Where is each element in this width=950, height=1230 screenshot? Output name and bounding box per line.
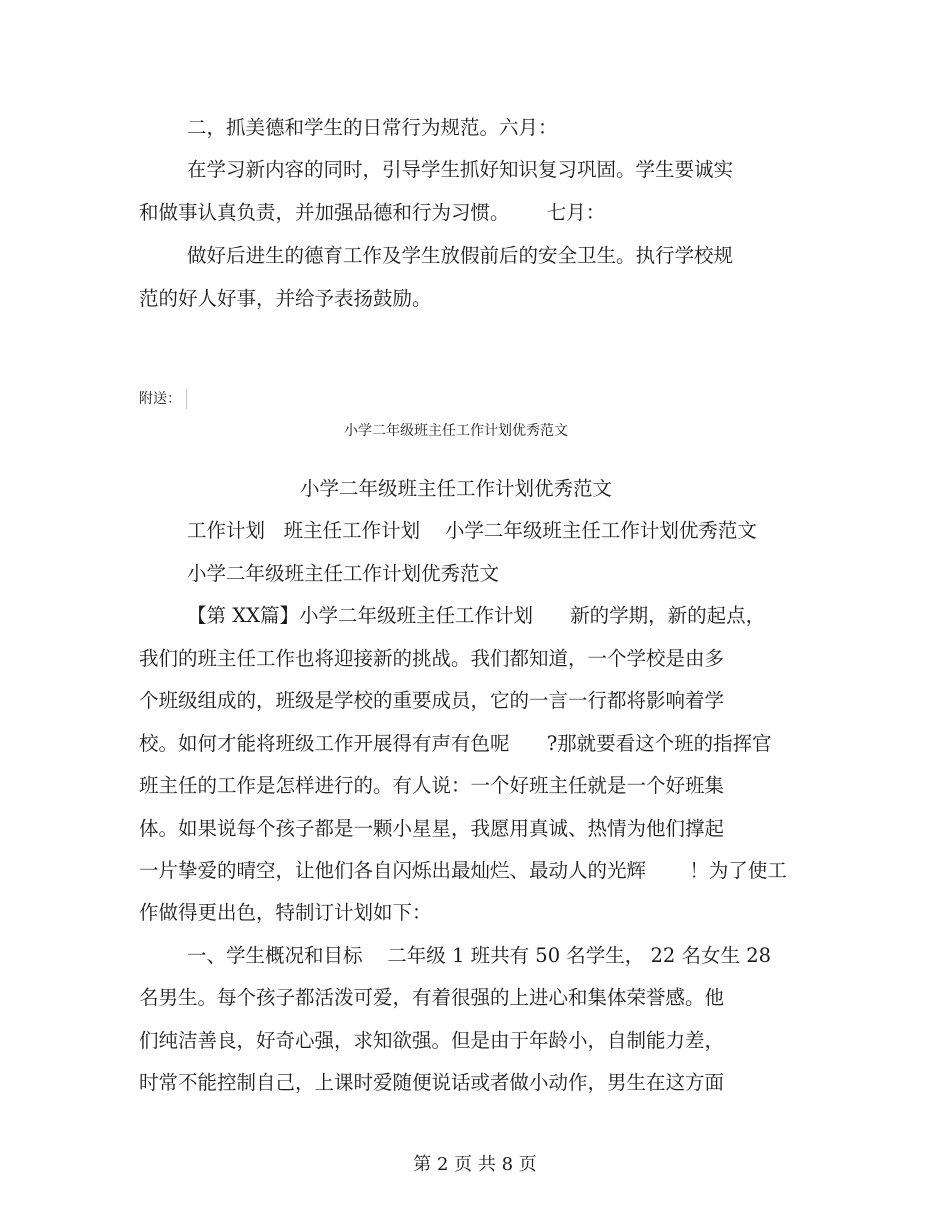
paragraph-line: 在学习新内容的同时，引导学生抓好知识复习巩固。学生要诚实 bbox=[187, 158, 734, 181]
paragraph-line: 班主任的工作是怎样进行的。有人说：一个好班主任就是一个好班集 bbox=[139, 774, 725, 797]
paragraph-line: 时常不能控制自己，上课时爱随便说话或者做小动作，男生在这方面 bbox=[139, 1071, 725, 1094]
paragraph-line: 作做得更出色，特制订计划如下： bbox=[139, 901, 432, 924]
paragraph-line: 们纯洁善良，好奇心强，求知欲强。但是由于年龄小，自制能力差， bbox=[139, 1029, 725, 1052]
paragraph-line: 校。如何才能将班级工作开展得有声有色呢 ?那就要看这个班的指挥官 bbox=[139, 732, 772, 755]
separator-bar bbox=[186, 389, 187, 409]
paragraph-line: 一片挚爱的晴空，让他们各自闪烁出最灿烂、最动人的光辉 ！为了使工 bbox=[139, 859, 787, 882]
paragraph-line: 一、学生概况和目标 二年级 1 班共有 50 名学生， 22 名女生 28 bbox=[187, 944, 772, 967]
paragraph-line: 名男生。每个孩子都活泼可爱，有着很强的上进心和集体荣誉感。他 bbox=[139, 986, 725, 1009]
appendix-label: 附送： bbox=[139, 391, 181, 407]
paragraph-line: 做好后进生的德育工作及学生放假前后的安全卫生。执行学校规 bbox=[187, 244, 734, 267]
article-tags: 工作计划 班主任工作计划 小学二年级班主任工作计划优秀范文 bbox=[187, 519, 757, 542]
paragraph-line: 个班级组成的，班级是学校的重要成员，它的一言一行都将影响着学 bbox=[139, 689, 725, 712]
paragraph-line: 体。如果说每个孩子都是一颗小星星，我愿用真诚、热情为他们撑起 bbox=[139, 817, 725, 840]
paragraph-line: 范的好人好事，并给予表扬鼓励。 bbox=[139, 287, 432, 310]
paragraph-line: 和做事认真负责，并加强品德和行为习惯。 七月： bbox=[139, 201, 606, 224]
article-title: 小学二年级班主任工作计划优秀范文 bbox=[300, 477, 613, 500]
page-number-footer: 第 2 页 共 8 页 bbox=[413, 1154, 537, 1175]
paragraph-line: 我们的班主任工作也将迎接新的挑战。我们都知道，一个学校是由多 bbox=[139, 647, 725, 670]
paragraph-line: 【第 XX篇】小学二年级班主任工作计划 新的学期，新的起点， bbox=[187, 604, 766, 627]
article-subtitle: 小学二年级班主任工作计划优秀范文 bbox=[187, 562, 500, 585]
paragraph-line: 二，抓美德和学生的日常行为规范。六月： bbox=[187, 116, 558, 139]
appendix-small-title: 小学二年级班主任工作计划优秀范文 bbox=[344, 423, 568, 439]
